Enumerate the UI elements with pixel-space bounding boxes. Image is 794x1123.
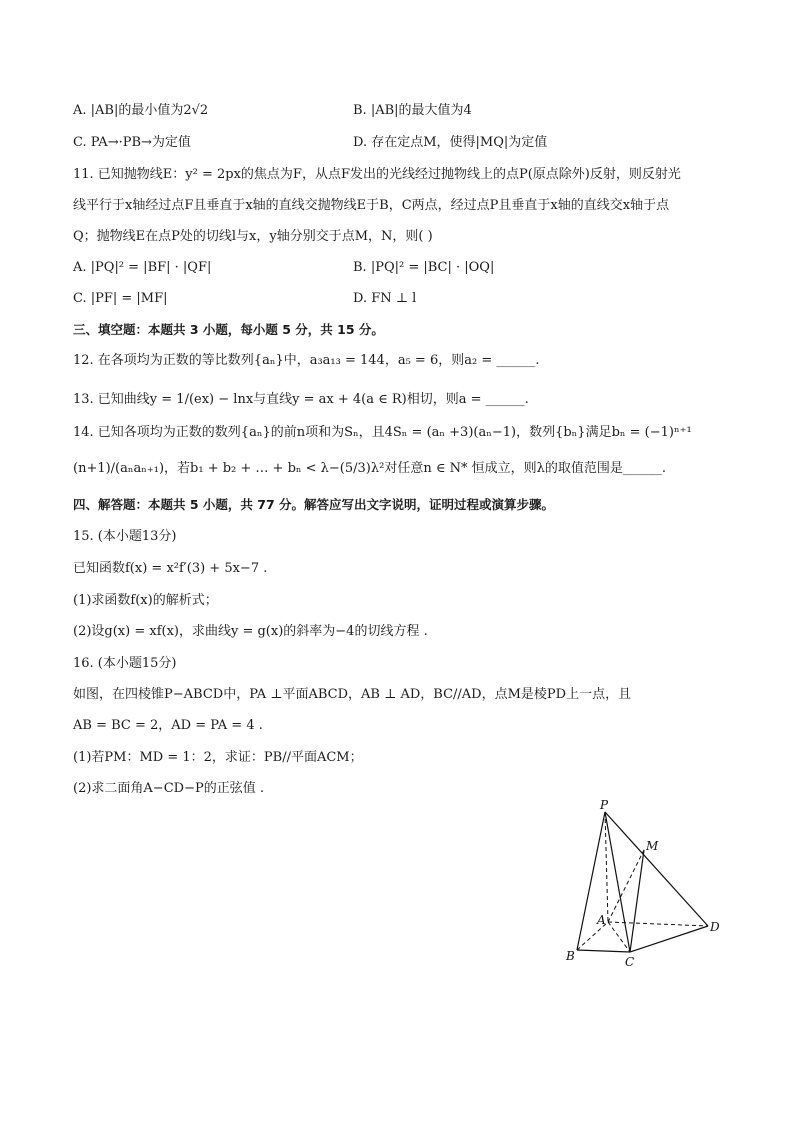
label-B: B — [566, 949, 575, 963]
label-A: A — [597, 913, 606, 927]
q16-stem-line-1: 如图，在四棱锥P−ABCD中，PA ⊥平面ABCD，AB ⊥ AD，BC//AD，点M是棱PD上一点，且 — [73, 687, 632, 702]
segment-CM — [630, 850, 644, 952]
q14-line-2: (n+1)/(aₙaₙ₊₁)，若b₁ + b₂ + … + bₙ < λ−(5/3)λ²对任意n ∈ N* 恒成立，则λ的取值范围是______. — [73, 461, 666, 476]
q16-part-2: (2)求二面角A−CD−P的正弦值 . — [73, 781, 264, 796]
q11-option-b: B. |PQ|² = |BC| · |OQ| — [353, 260, 495, 275]
label-M: M — [646, 839, 659, 853]
q15-part-1: (1)求函数f(x)的解析式； — [73, 593, 218, 608]
q14-line-1: 14. 已知各项均为正数的数列{aₙ}的前n项和为Sₙ，且4Sₙ = (aₙ +3)(aₙ−1)，数列{bₙ}满足bₙ = (−1)ⁿ⁺¹ — [73, 425, 692, 440]
label-C: C — [625, 955, 635, 969]
pyramid-diagram — [560, 800, 730, 970]
q11-option-d: D. FN ⊥ l — [353, 291, 417, 306]
edge-PC — [605, 812, 630, 952]
q10-option-a: A. |AB|的最小值为2√2 — [73, 103, 209, 118]
edge-PB — [577, 812, 605, 950]
edge-PD — [605, 812, 708, 926]
label-P: P — [600, 800, 609, 812]
q15-part-2: (2)设g(x) = xf(x)，求曲线y = g(x)的斜率为−4的切线方程 . — [73, 624, 428, 639]
q10-option-b: B. |AB|的最大值为4 — [353, 103, 472, 118]
segment-AC — [608, 922, 630, 952]
q13-text: 13. 已知曲线y = 1/(ex) − lnx与直线y = ax + 4(a ∈ R)相切，则a = ______. — [73, 392, 529, 407]
q10-option-d: D. 存在定点M，使得|MQ|为定值 — [353, 135, 548, 150]
q16-stem-line-2: AB = BC = 2，AD = PA = 4 . — [73, 718, 263, 733]
q16-header: 16. (本小题15分) — [73, 656, 177, 671]
q15-header: 15. (本小题13分) — [73, 529, 177, 544]
q11-stem-line-3: Q；抛物线E在点P处的切线l与x，y轴分别交于点M，N，则( ) — [73, 229, 433, 244]
q11-option-a: A. |PQ|² = |BF| · |QF| — [73, 260, 212, 275]
section-3-heading: 三、填空题：本题共 3 小题，每小题 5 分，共 15 分。 — [73, 322, 384, 337]
edge-AD — [608, 922, 708, 926]
edge-BC — [577, 950, 630, 952]
label-D: D — [710, 920, 720, 934]
q11-stem-line-1: 11. 已知抛物线E：y² = 2px的焦点为F，从点F发出的光线经过抛物线上的点P(原点除外)反射，则反射光 — [73, 167, 681, 182]
q10-option-c: C. PA→·PB→为定值 — [73, 135, 191, 150]
section-4-heading: 四、解答题：本题共 5 小题，共 77 分。解答应写出文字说明，证明过程或演算步骤。 — [73, 497, 555, 512]
q11-stem-line-2: 线平行于x轴经过点F且垂直于x轴的直线交抛物线E于B，C两点，经过点P且垂直于x轴的直线交x轴于点 — [73, 198, 670, 213]
q15-stem: 已知函数f(x) = x²f′(3) + 5x−7 . — [73, 561, 268, 576]
q11-option-c: C. |PF| = |MF| — [73, 291, 168, 306]
pyramid-figure — [560, 800, 730, 970]
q12-text: 12. 在各项均为正数的等比数列{aₙ}中，a₃a₁₃ = 144，a₅ = 6，则a₂ = ______. — [73, 353, 540, 368]
edge-CD — [630, 926, 708, 952]
q16-part-1: (1)若PM：MD = 1：2，求证：PB//平面ACM； — [73, 750, 363, 765]
